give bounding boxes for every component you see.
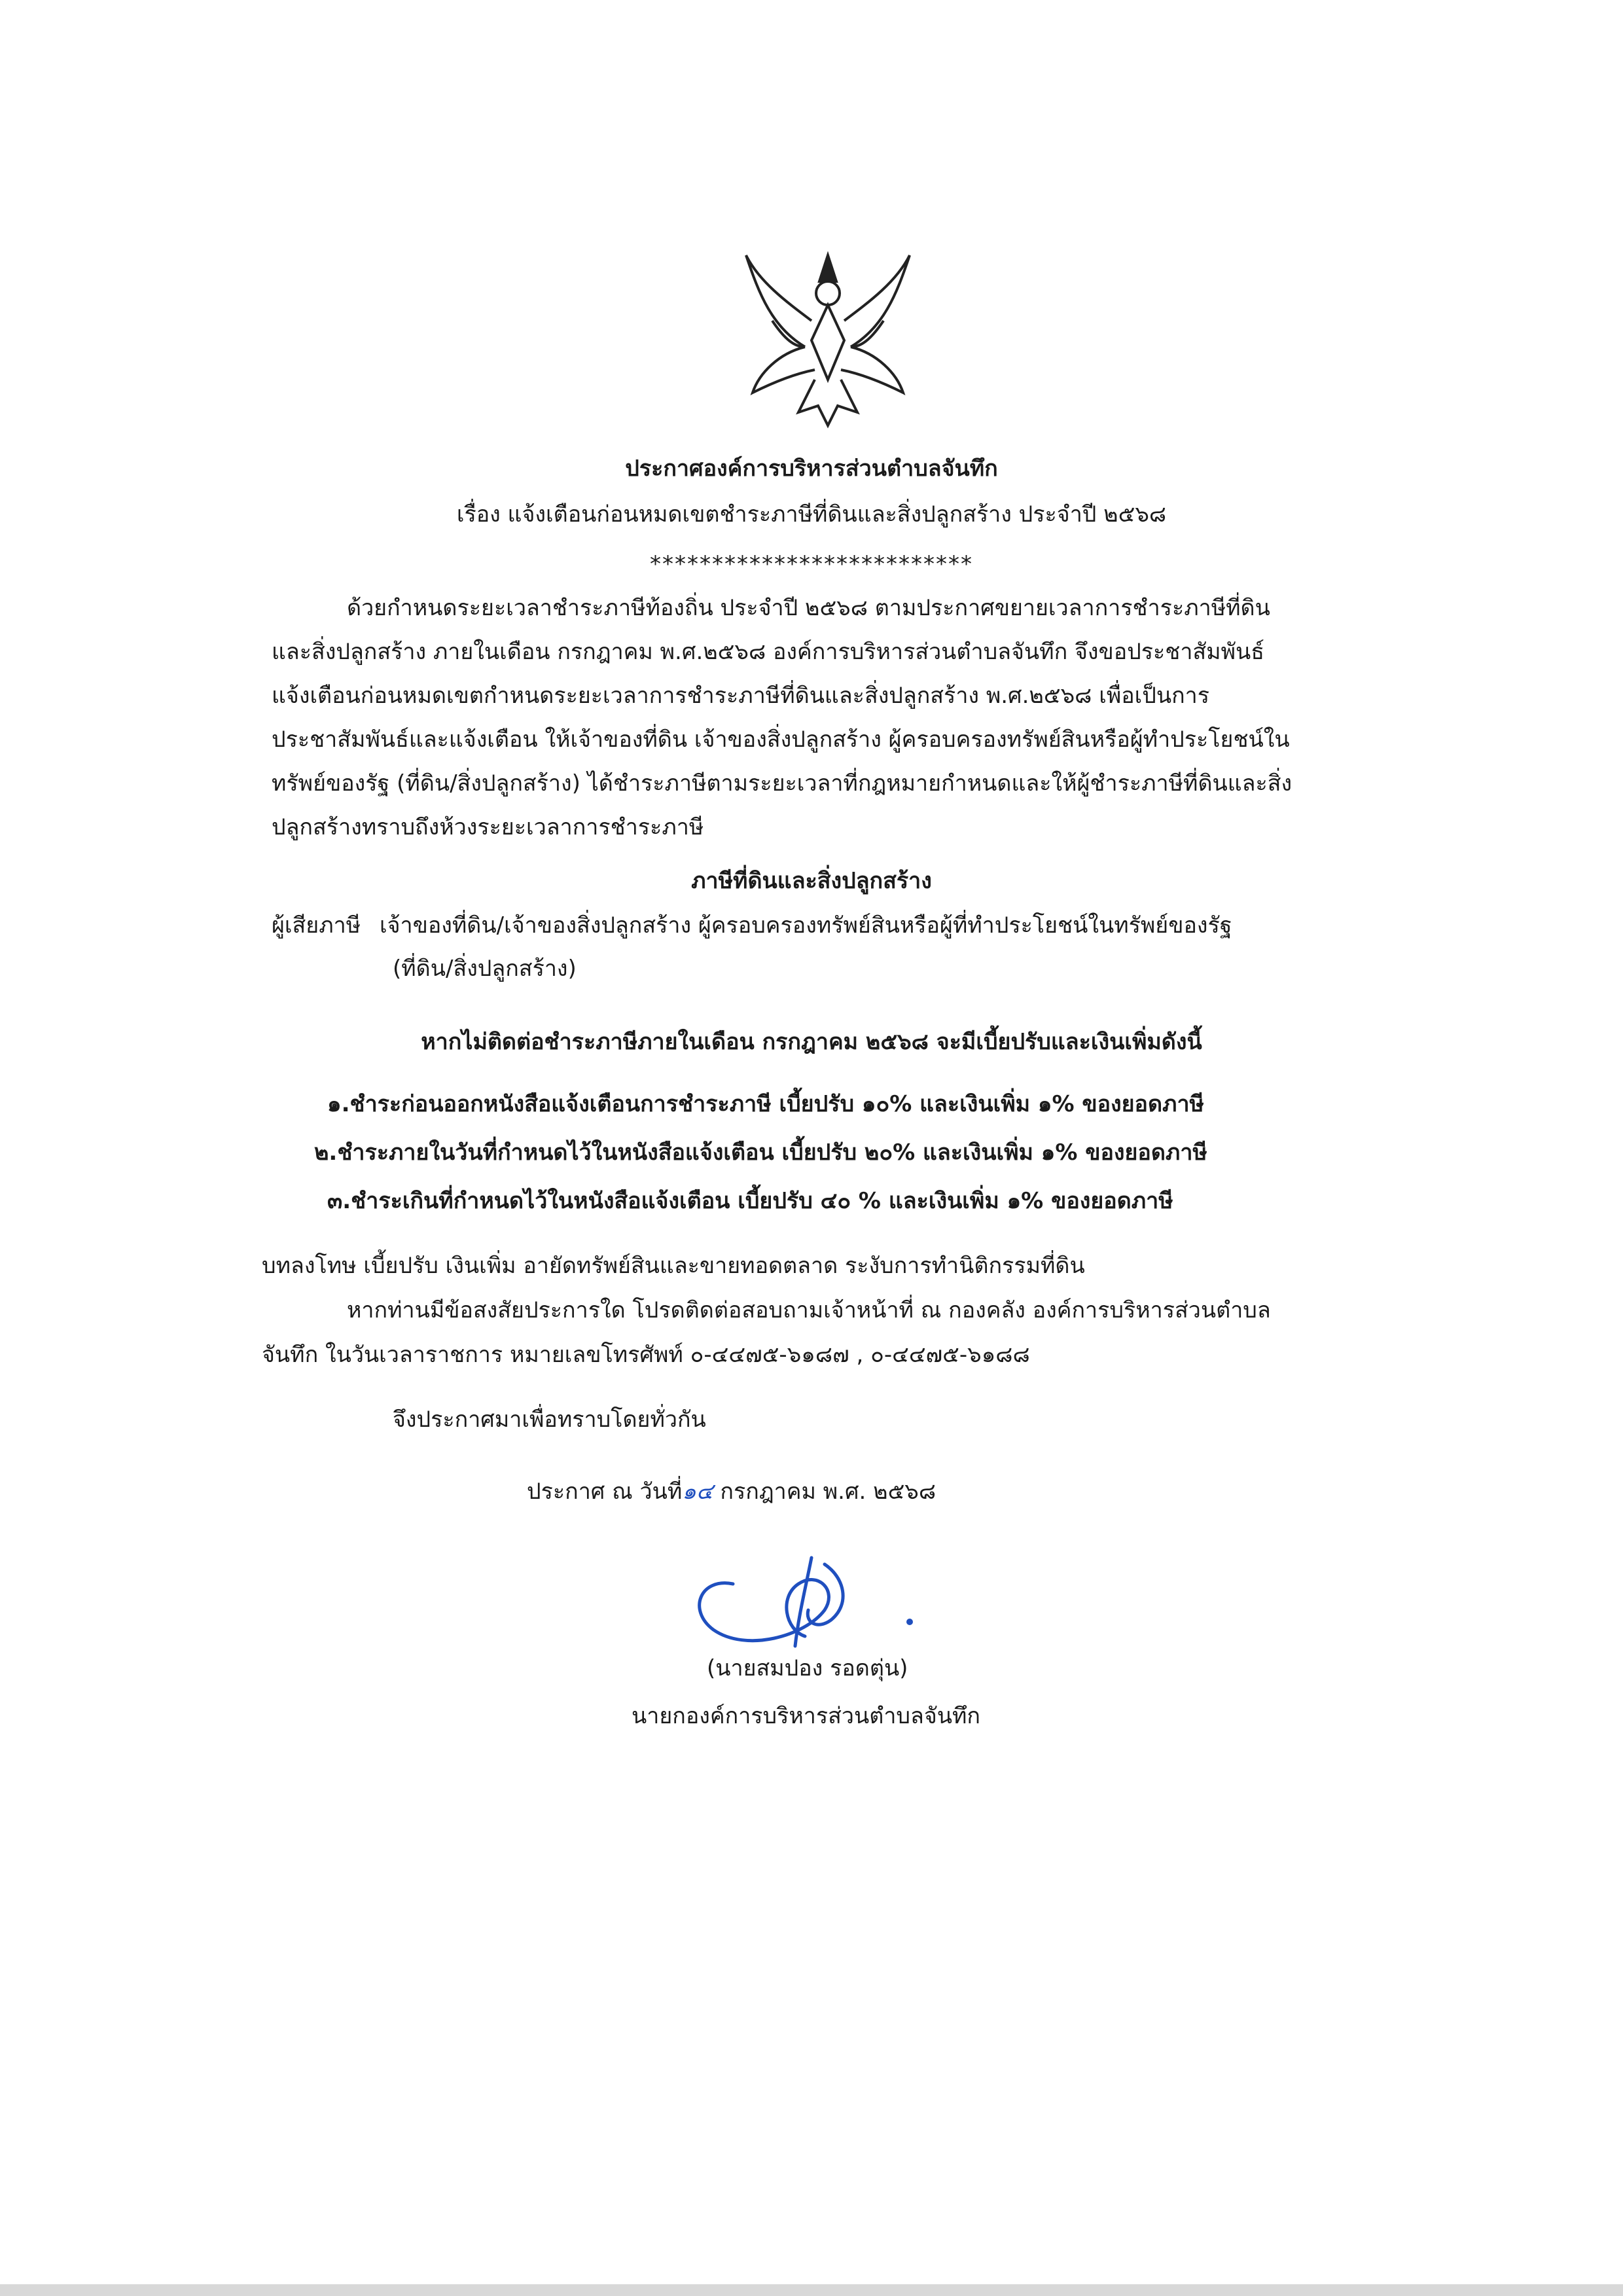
contact-line: หากท่านมีข้อสงสัยประการใด โปรดติดต่อสอบถามเจ้าหน้าที่ ณ กองคลัง องค์การบริหารส่วนตำบล bbox=[347, 1297, 1271, 1323]
penalty-item: ๒.ชำระภายในวันที่กำหนดไว้ในหนังสือแจ้งเตือน เบี้ยปรับ ๒๐% และเงินเพิ่ม ๑% ของยอดภาษี bbox=[314, 1139, 1207, 1166]
penalty-item: ๓.ชำระเกินที่กำหนดไว้ในหนังสือแจ้งเตือน เบี้ยปรับ ๔๐ % และเงินเพิ่ม ๑% ของยอดภาษี bbox=[327, 1188, 1173, 1214]
announce-month-year: กรกฎาคม พ.ศ. ๒๕๖๘ bbox=[720, 1479, 936, 1505]
contact-line: จันทึก ในวันเวลาราชการ หมายเลขโทรศัพท์ ๐-๔๔๗๕-๖๑๘๗ , ๐-๔๔๗๕-๖๑๘๘ bbox=[262, 1342, 1030, 1368]
announce-date bbox=[527, 1476, 936, 1507]
signatory-name: (นายสมปอง รอดตุ่น) bbox=[707, 1655, 908, 1681]
para1-line: ประชาสัมพันธ์และแจ้งเตือน ให้เจ้าของที่ดิน เจ้าของสิ่งปลูกสร้าง ผู้ครอบครองทรัพย์สินหรือผู้ทำประโยชน์ใน bbox=[272, 726, 1290, 753]
taxpayer-line: เจ้าของที่ดิน/เจ้าของสิ่งปลูกสร้าง ผู้ครอบครองทรัพย์สินหรือผู้ที่ทำประโยชน์ในทรัพย์ของรัฐ bbox=[380, 912, 1232, 939]
para1-line: แจ้งเตือนก่อนหมดเขตกำหนดระยะเวลาการชำระภาษีที่ดินและสิ่งปลูกสร้าง พ.ศ.๒๕๖๘ เพื่อเป็นการ bbox=[272, 683, 1210, 709]
garuda-emblem-icon bbox=[733, 242, 923, 439]
announcement-subject: เรื่อง แจ้งเตือนก่อนหมดเขตชำระภาษีที่ดินและสิ่งปลูกสร้าง ประจำปี ๒๕๖๘ bbox=[456, 501, 1167, 528]
section-title: ภาษีที่ดินและสิ่งปลูกสร้าง bbox=[691, 868, 932, 894]
announcement-title: ประกาศองค์การบริหารส่วนตำบลจันทึก bbox=[625, 456, 998, 482]
taxpayer-label: ผู้เสียภาษี bbox=[272, 912, 361, 939]
para1-line: ด้วยกำหนดระยะเวลาชำระภาษีท้องถิ่น ประจำปี ๒๕๖๘ ตามประกาศขยายเวลาการชำระภาษีที่ดิน bbox=[347, 595, 1270, 621]
announce-prefix: ประกาศ ณ วันที่ bbox=[527, 1479, 683, 1505]
penalty-item: ๑.ชำระก่อนออกหนังสือแจ้งเตือนการชำระภาษี เบี้ยปรับ ๑๐% และเงินเพิ่ม ๑% ของยอดภาษี bbox=[327, 1091, 1204, 1117]
closing-line: จึงประกาศมาเพื่อทราบโดยทั่วกัน bbox=[393, 1407, 706, 1433]
para1-line: ปลูกสร้างทราบถึงห้วงระยะเวลาการชำระภาษี bbox=[272, 814, 704, 840]
signature-icon bbox=[674, 1538, 936, 1656]
taxpayer-line: (ที่ดิน/สิ่งปลูกสร้าง) bbox=[393, 956, 577, 982]
announce-day: ๑๔ bbox=[682, 1479, 713, 1505]
divider-stars: ************************** bbox=[650, 551, 973, 577]
signatory-position: นายกองค์การบริหารส่วนตำบลจันทึก bbox=[632, 1703, 980, 1729]
warning-line: หากไม่ติดต่อชำระภาษีภายในเดือน กรกฎาคม ๒๕๖๘ จะมีเบี้ยปรับและเงินเพิ่มดังนี้ bbox=[421, 1029, 1202, 1055]
para1-line: ทรัพย์ของรัฐ (ที่ดิน/สิ่งปลูกสร้าง) ได้ชำระภาษีตามระยะเวลาที่กฎหมายกำหนดและให้ผู้ชำระภาษีที่ดินและสิ่ง bbox=[272, 770, 1293, 797]
scan-edge bbox=[0, 2284, 1623, 2296]
sanctions-line: บทลงโทษ เบี้ยปรับ เงินเพิ่ม อายัดทรัพย์สินและขายทอดตลาด ระงับการทำนิติกรรมที่ดิน bbox=[262, 1253, 1085, 1279]
para1-line: และสิ่งปลูกสร้าง ภายในเดือน กรกฎาคม พ.ศ.๒๕๖๘ องค์การบริหารส่วนตำบลจันทึก จึงขอประชาสัมพันธ์ bbox=[272, 639, 1265, 665]
